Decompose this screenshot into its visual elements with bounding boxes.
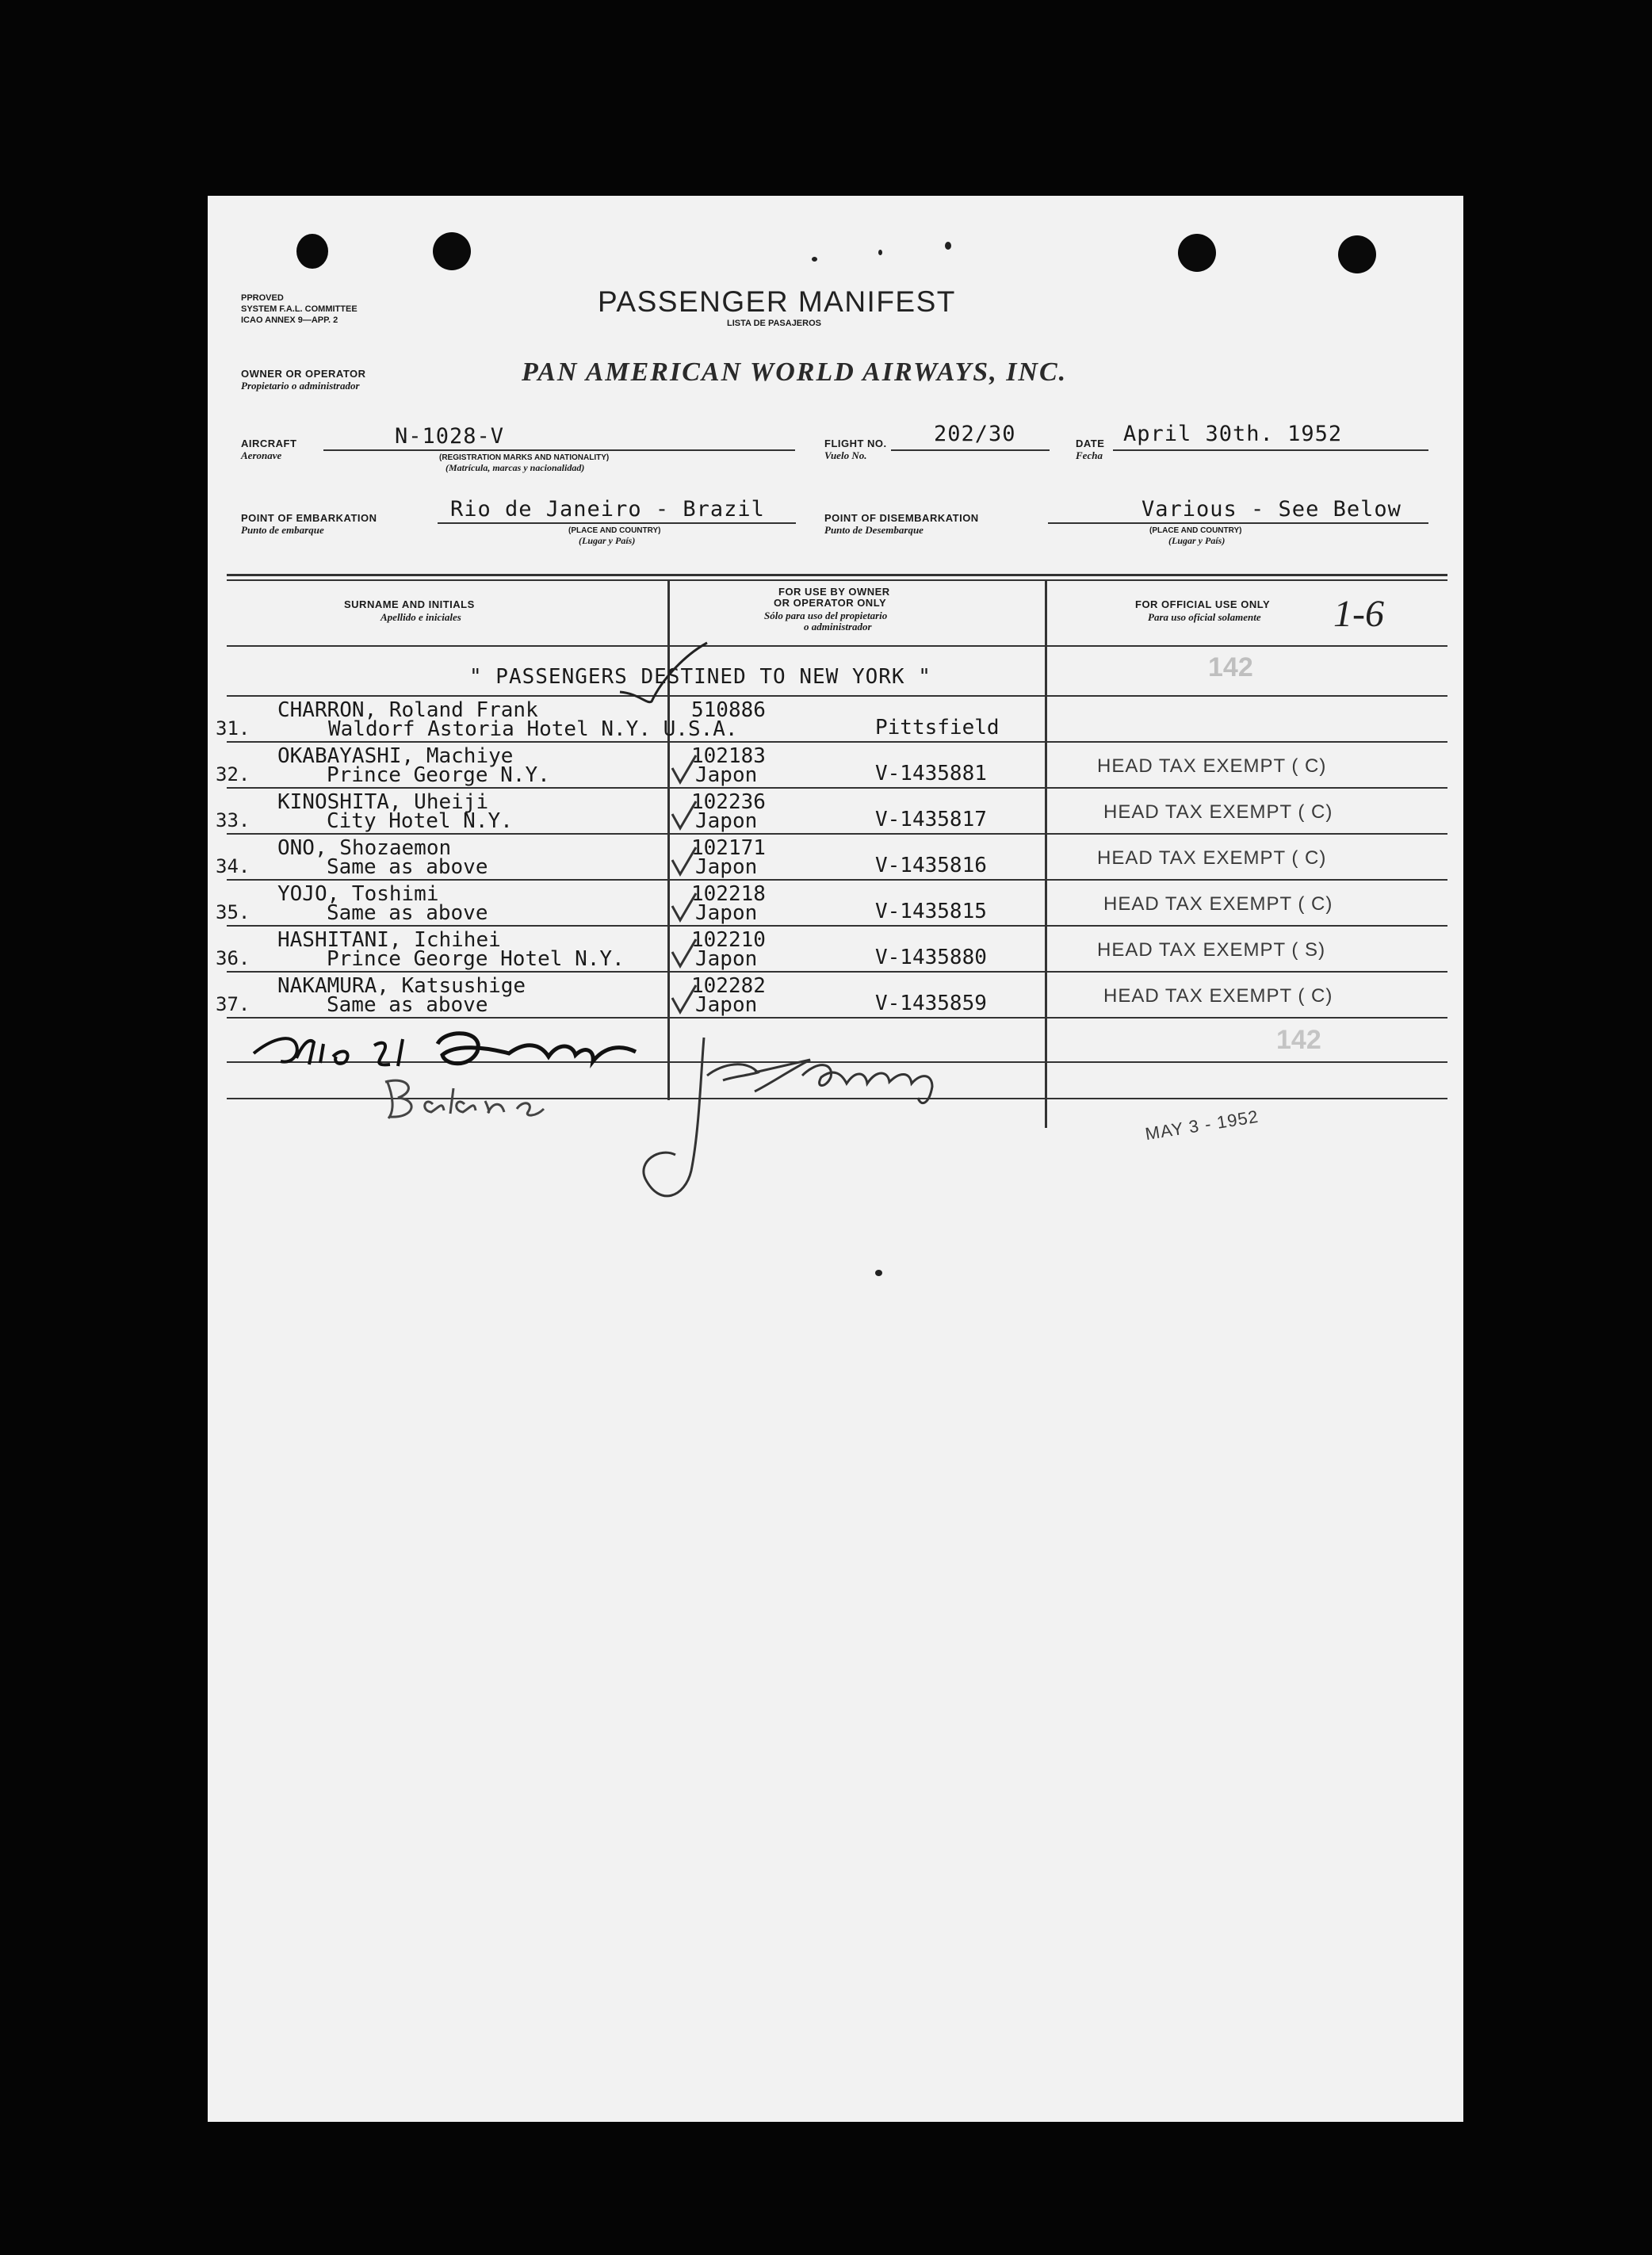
check-mark (669, 846, 701, 877)
page-title: PASSENGER MANIFEST (598, 285, 956, 318)
date-label: DATE (1076, 438, 1105, 449)
punch-hole (296, 234, 328, 269)
passenger-address: City Hotel N.Y. (327, 809, 513, 833)
col-official-header: FOR OFFICIAL USE ONLY (1135, 598, 1271, 610)
ticket-number: 102183 (691, 744, 766, 768)
row-number: 34. (216, 855, 250, 877)
row-number: 36. (216, 947, 250, 969)
visa-number: Pittsfield (875, 716, 1000, 740)
ticket-number: 102236 (691, 790, 766, 814)
row-rule (227, 1017, 1447, 1019)
row-rule (227, 971, 1447, 973)
owner-label: OWNER OR OPERATOR (241, 368, 366, 380)
speck (878, 250, 882, 255)
check-mark (669, 754, 701, 785)
disembark-label: POINT OF DISEMBARKATION (824, 512, 979, 524)
country: Japon (695, 993, 758, 1017)
embark-label-es: Punto de embarque (241, 524, 324, 536)
passenger-name: NAKAMURA, Katsushige (277, 974, 526, 998)
visa-number: V-1435880 (875, 946, 987, 969)
date-value: April 30th. 1952 (1123, 422, 1343, 446)
disembark-label-es: Punto de Desembarque (824, 524, 924, 536)
approval-line-1: PPROVED (241, 293, 284, 303)
embark-value: Rio de Janeiro - Brazil (450, 497, 765, 522)
flight-value: 202/30 (934, 422, 1016, 446)
visa-number: V-1435881 (875, 762, 987, 785)
passenger-address: Prince George Hotel N.Y. (327, 947, 625, 971)
check-mark (669, 938, 701, 969)
approval-line-3: ICAO ANNEX 9—APP. 2 (241, 315, 338, 325)
received-date-stamp: MAY 3 - 1952 (1143, 1106, 1260, 1145)
row-number: 33. (216, 809, 250, 831)
aircraft-value: N-1028-V (395, 424, 505, 449)
embark-place-note: (PLACE AND COUNTRY) (568, 526, 661, 535)
speck (945, 242, 951, 250)
ticket-number: 102218 (691, 882, 766, 906)
col-surname-header: SURNAME AND INITIALS (344, 598, 475, 610)
official-mark: 1-6 (1333, 593, 1384, 635)
punch-hole (1178, 234, 1216, 272)
col-official-header-es: Para uso oficial solamente (1148, 611, 1261, 623)
col-owner-header-es-1: Sólo para uso del propietario (764, 610, 888, 621)
col-owner-header-1: FOR USE BY OWNER (778, 586, 890, 598)
owner-label-es: Propietario o administrador (241, 380, 360, 392)
passenger-name: HASHITANI, Ichihei (277, 928, 501, 952)
registration-note-es: (Matrícula, marcas y nacionalidad) (446, 462, 585, 473)
passenger-address: Prince George N.Y. (327, 763, 550, 787)
row-rule (227, 787, 1447, 789)
disembark-value: Various - See Below (1141, 497, 1402, 522)
passenger-address: Same as above (327, 901, 488, 925)
visa-number: V-1435817 (875, 808, 987, 831)
disembark-place-note: (PLACE AND COUNTRY) (1149, 526, 1242, 535)
row-rule (227, 695, 1447, 697)
head-tax-stamp: HEAD TAX EXEMPT ( C) (1097, 755, 1327, 777)
head-tax-stamp: HEAD TAX EXEMPT ( C) (1103, 985, 1333, 1007)
punch-hole (433, 232, 471, 270)
handwritten-balance (377, 1072, 568, 1128)
passenger-name: OKABAYASHI, Machiye (277, 744, 514, 768)
row-number: 35. (216, 901, 250, 923)
country: Japon (695, 809, 758, 833)
stamp-142-top: 142 (1208, 652, 1253, 682)
flight-underline (891, 449, 1050, 451)
country: Japon (695, 763, 758, 787)
embark-label: POINT OF EMBARKATION (241, 512, 377, 524)
stamp-142-bottom: 142 (1276, 1025, 1321, 1055)
country: Japon (695, 855, 758, 879)
row-rule (227, 925, 1447, 927)
registration-note: (REGISTRATION MARKS AND NATIONALITY) (439, 453, 610, 462)
check-mark (669, 892, 701, 923)
row-rule (227, 833, 1447, 835)
passenger-address: Same as above (327, 993, 488, 1017)
passenger-address: Same as above (327, 855, 488, 879)
head-tax-stamp: HEAD TAX EXEMPT ( C) (1103, 801, 1333, 823)
head-tax-stamp: HEAD TAX EXEMPT ( C) (1097, 847, 1327, 869)
date-underline (1113, 449, 1428, 451)
visa-number: V-1435859 (875, 992, 987, 1015)
speck (875, 1270, 882, 1276)
flight-label-es: Vuelo No. (824, 449, 867, 461)
date-label-es: Fecha (1076, 449, 1103, 461)
punch-hole (1338, 235, 1376, 273)
speck (812, 257, 817, 262)
row-rule (227, 741, 1447, 743)
page-subtitle: LISTA DE PASAJEROS (727, 319, 821, 328)
ticket-number: 102282 (691, 974, 766, 998)
table-top-rule (227, 574, 1447, 576)
row-number: 37. (216, 993, 250, 1015)
disembark-place-note-es: (Lugar y País) (1168, 535, 1226, 546)
approval-line-2: SYSTEM F.A.L. COMMITTEE (241, 304, 358, 314)
passenger-name: KINOSHITA, Uheiji (277, 790, 489, 814)
flight-label: FLIGHT NO. (824, 438, 887, 449)
visa-number: V-1435816 (875, 854, 987, 877)
check-mark (669, 984, 701, 1015)
section-heading: " PASSENGERS DESTINED TO NEW YORK " (469, 665, 931, 689)
passenger-name: ONO, Shozaemon (277, 836, 452, 860)
passenger-address: Waldorf Astoria Hotel N.Y. U.S.A. (328, 717, 738, 741)
row-number: 31. (216, 717, 250, 740)
owner-name: PAN AMERICAN WORLD AIRWAYS, INC. (522, 357, 1068, 387)
col-surname-header-es: Apellido e iniciales (380, 611, 461, 623)
embark-place-note-es: (Lugar y País) (579, 535, 636, 546)
aircraft-label: AIRCRAFT (241, 438, 297, 449)
embark-underline (438, 522, 796, 524)
disembark-underline (1048, 522, 1428, 524)
row-rule (227, 879, 1447, 881)
check-mark (669, 800, 701, 831)
passenger-name: YOJO, Toshimi (277, 882, 439, 906)
head-tax-stamp: HEAD TAX EXEMPT ( S) (1097, 939, 1326, 961)
handwritten-signature (628, 1028, 1199, 1218)
passenger-name: CHARRON, Roland Frank (277, 698, 538, 722)
ticket-number: 102171 (691, 836, 766, 860)
manifest-sheet (208, 196, 1463, 2122)
row-number: 32. (216, 763, 250, 785)
visa-number: V-1435815 (875, 900, 987, 923)
header-bottom-rule (227, 645, 1447, 647)
col-owner-header-es-2: o administrador (804, 621, 872, 633)
aircraft-underline (323, 449, 795, 451)
col-owner-header-2: OR OPERATOR ONLY (774, 597, 887, 609)
aircraft-label-es: Aeronave (241, 449, 282, 461)
country: Japon (695, 901, 758, 925)
ticket-number: 510886 (691, 698, 766, 722)
ticket-number: 102210 (691, 928, 766, 952)
country: Japon (695, 947, 758, 971)
table-top-rule-2 (227, 579, 1447, 581)
head-tax-stamp: HEAD TAX EXEMPT ( C) (1103, 893, 1333, 915)
check-mark (615, 638, 710, 709)
